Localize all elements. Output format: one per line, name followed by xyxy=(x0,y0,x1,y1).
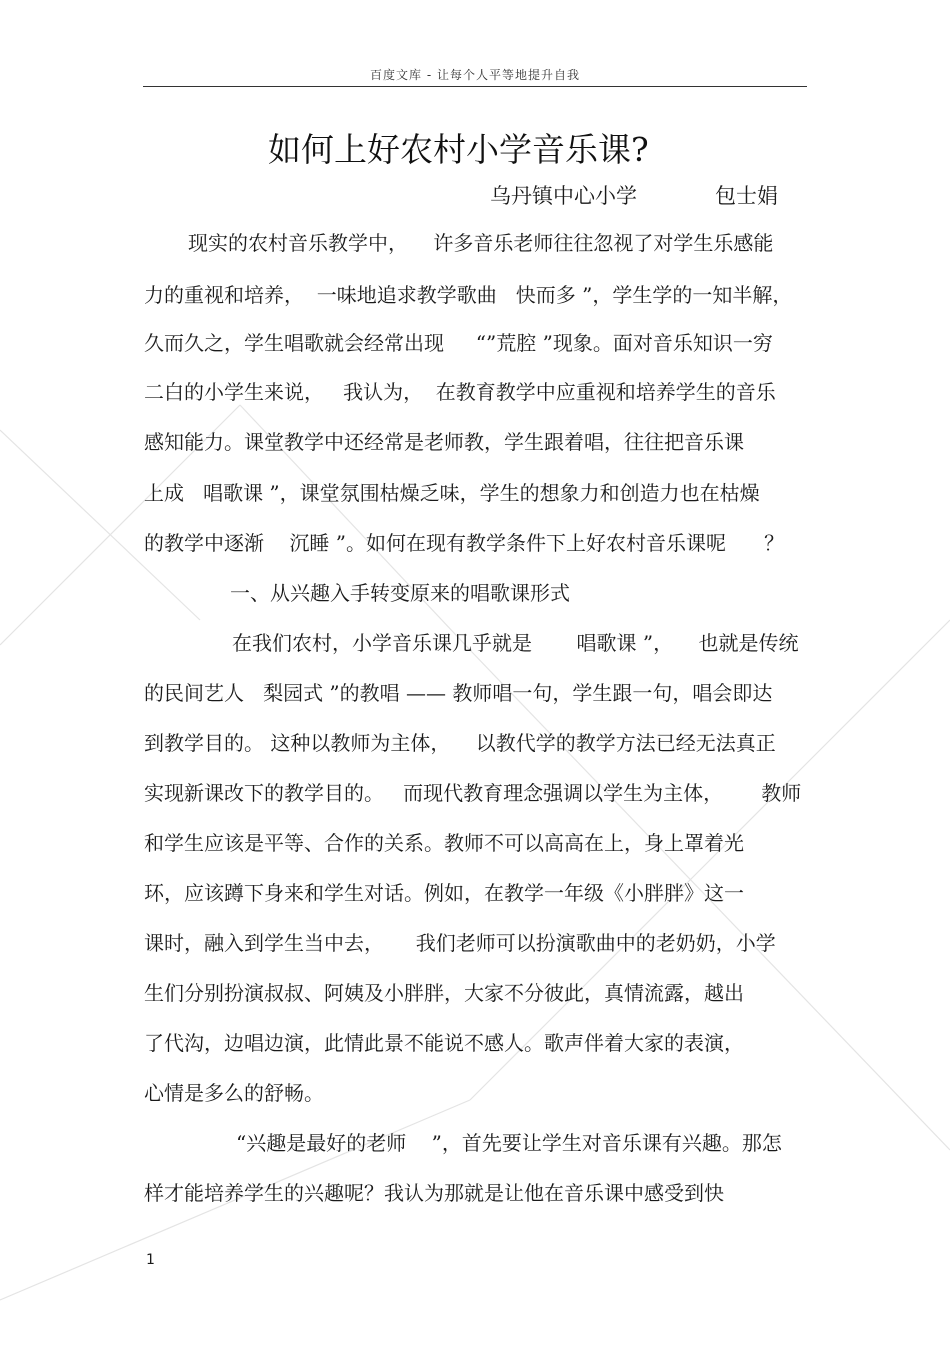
body-line: 现实的农村音乐教学中， 许多音乐老师往往忽视了对学生乐感能 xyxy=(188,231,774,255)
body-line: 课时，融入到学生当中去， 我们老师可以扮演歌曲中的老奶奶，小学 xyxy=(144,931,776,955)
document-header: 百度文库 - 让每个人平等地提升自我 xyxy=(370,68,580,82)
author-name: 包士娟 xyxy=(715,184,778,208)
body-line: 和学生应该是平等、合作的关系。教师不可以高高在上，身上罩着光 xyxy=(144,831,744,855)
body-line: 实现新课改下的教学目的。 而现代教育理念强调以学生为主体， 教师 xyxy=(144,781,802,805)
body-line: 感知能力。课堂教学中还经常是老师教，学生跟着唱，往往把音乐课 xyxy=(144,430,744,454)
document-title: 如何上好农村小学音乐课? xyxy=(268,130,649,169)
author-school: 乌丹镇中心小学 xyxy=(490,184,637,208)
body-line: 样才能培养学生的兴趣呢？我认为那就是让他在音乐课中感受到快 xyxy=(144,1181,724,1205)
author-line xyxy=(490,180,778,210)
body-line: 的民间艺人 梨园式 ”的教唱 —— 教师唱一句，学生跟一句，唱会即达 xyxy=(144,681,773,705)
body-line: 的教学中逐渐 沉睡 ”。如何在现有教学条件下上好农村音乐课呢 ？ xyxy=(144,531,785,555)
body-line: 心情是多么的舒畅。 xyxy=(144,1081,324,1105)
body-line: 久而久之，学生唱歌就会经常出现 “”荒腔 ”现象。面对音乐知识一穷 xyxy=(144,331,773,355)
body-line: 生们分别扮演叔叔、阿姨及小胖胖，大家不分彼此，真情流露，越出 xyxy=(144,981,744,1005)
body-line: 上成 唱歌课 ”，课堂氛围枯燥乏味，学生的想象力和创造力也在枯燥 xyxy=(144,481,760,505)
body-line: 到教学目的。 这种以教师为主体， 以教代学的教学方法已经无法真正 xyxy=(144,731,776,755)
body-line: 了代沟，边唱边演，此情此景不能说不感人。歌声伴着大家的表演， xyxy=(144,1031,744,1055)
header-divider xyxy=(143,86,807,87)
page-number: 1 xyxy=(146,1252,155,1268)
body-line: “兴趣是最好的老师 ”，首先要让学生对音乐课有兴趣。那怎 xyxy=(236,1131,782,1155)
body-line: 力的重视和培养， 一味地追求教学歌曲 快而多 ”，学生学的一知半解， xyxy=(144,283,793,307)
section-heading: 一、从兴趣入手转变原来的唱歌课形式 xyxy=(230,581,570,605)
body-line: 环，应该蹲下身来和学生对话。例如，在教学一年级《小胖胖》这一 xyxy=(144,881,744,905)
body-line: 在我们农村，小学音乐课几乎就是 唱歌课 ”， 也就是传统 xyxy=(232,631,799,655)
body-line: 二白的小学生来说， 我认为， 在教育教学中应重视和培养学生的音乐 xyxy=(144,380,776,404)
